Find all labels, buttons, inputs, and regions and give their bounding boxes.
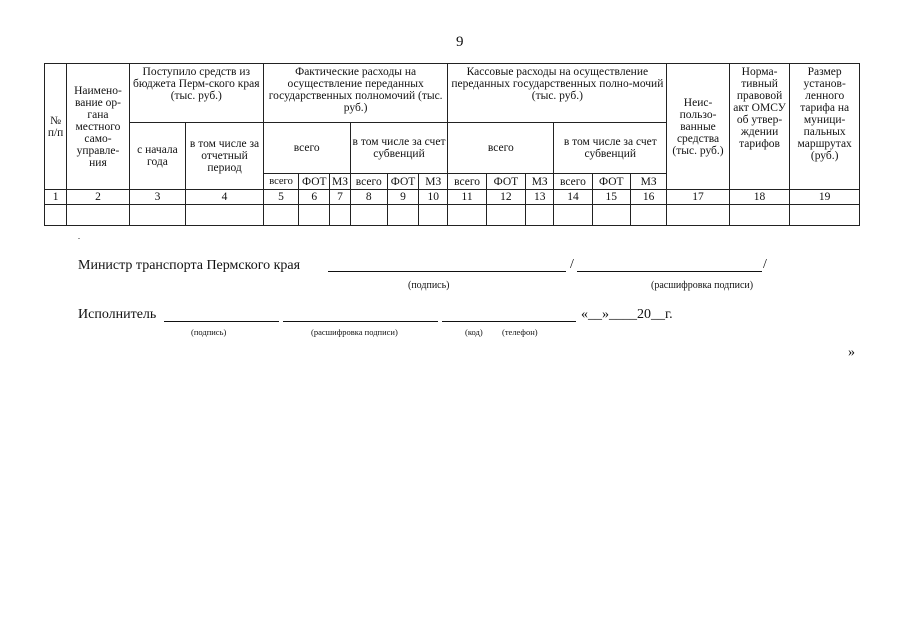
table-cell	[790, 205, 860, 226]
caption-phone: (телефон)	[502, 327, 538, 337]
column-number: 6	[299, 190, 330, 205]
table-cell	[630, 205, 666, 226]
executor-phone-line	[442, 321, 576, 322]
table-cell	[186, 205, 264, 226]
sub-label: МЗ	[419, 174, 448, 190]
slash-separator-end: /	[763, 257, 767, 272]
table-cell	[129, 205, 185, 226]
stray-mark	[78, 238, 80, 239]
column-number: 16	[630, 190, 666, 205]
column-number: 9	[387, 190, 418, 205]
header-actual-total: всего	[263, 123, 350, 174]
header-actual-expenses: Фактические расходы на осуществление переданных государственных полномочий (тыс. руб.)	[263, 64, 448, 123]
header-number: № п/п	[45, 64, 67, 190]
table-cell	[526, 205, 554, 226]
minister-signature-line	[328, 271, 566, 272]
column-number: 14	[554, 190, 592, 205]
table-cell	[448, 205, 486, 226]
sub-label: МЗ	[330, 174, 350, 190]
column-number: 1	[45, 190, 67, 205]
slash-separator: /	[570, 257, 574, 272]
page-number: 9	[456, 34, 464, 50]
header-received-from-start: с начала года	[129, 123, 185, 190]
table-cell	[330, 205, 350, 226]
column-number: 19	[790, 190, 860, 205]
table-cell	[387, 205, 418, 226]
header-cash-total: всего	[448, 123, 554, 174]
sub-label: ФОТ	[486, 174, 525, 190]
minister-label: Министр транспорта Пермского края	[78, 258, 301, 273]
table-cell	[350, 205, 387, 226]
table-cell	[299, 205, 330, 226]
header-unused-funds: Неис-пользо-ванные средства (тыс. руб.)	[667, 64, 730, 190]
sub-label: МЗ	[526, 174, 554, 190]
closing-quote: »	[848, 345, 855, 360]
table-row	[45, 205, 860, 226]
table-cell	[45, 205, 67, 226]
column-number: 7	[330, 190, 350, 205]
header-cash-subventions: в том числе за счет субвенций	[554, 123, 667, 174]
header-received-period: в том числе за отчетный период	[186, 123, 264, 190]
sub-label: всего	[350, 174, 387, 190]
column-number: 4	[186, 190, 264, 205]
sub-label: всего	[448, 174, 486, 190]
column-number: 13	[526, 190, 554, 205]
header-received-funds: Поступило средств из бюджета Перм-ского края (тыс. руб.)	[129, 64, 263, 123]
column-number: 5	[263, 190, 298, 205]
sub-label: всего	[554, 174, 592, 190]
table-cell	[419, 205, 448, 226]
column-number: 8	[350, 190, 387, 205]
column-number: 10	[419, 190, 448, 205]
column-number: 2	[67, 190, 130, 205]
sub-label: ФОТ	[592, 174, 630, 190]
expenditure-report-table	[44, 63, 860, 226]
column-number: 18	[729, 190, 790, 205]
sub-label: всего	[263, 174, 298, 190]
date-field: «__»____20__г.	[581, 307, 673, 322]
caption-code: (код)	[465, 327, 483, 337]
caption-exec-signature: (подпись)	[191, 327, 227, 337]
header-regulatory-act: Норма-тивный правовой акт ОМСУ об утвер-ждении тарифов	[729, 64, 790, 190]
minister-decode-line	[577, 271, 762, 272]
header-body-name: Наимено-вание ор-гана местного само-управле-ния	[67, 64, 130, 190]
executor-decode-line	[283, 321, 438, 322]
header-cash-expenses: Кассовые расходы на осуществление переданных государственных полно-мочий (тыс. руб.)	[448, 64, 667, 123]
column-number: 3	[129, 190, 185, 205]
sub-label: ФОТ	[387, 174, 418, 190]
sub-label: МЗ	[630, 174, 666, 190]
executor-signature-line	[164, 321, 279, 322]
column-number: 17	[667, 190, 730, 205]
sub-label: ФОТ	[299, 174, 330, 190]
executor-label: Исполнитель	[78, 307, 157, 322]
caption-exec-decode: (расшифровка подписи)	[311, 327, 398, 337]
table-cell	[554, 205, 592, 226]
table-cell	[667, 205, 730, 226]
table-cell	[486, 205, 525, 226]
column-number: 15	[592, 190, 630, 205]
table-cell	[263, 205, 298, 226]
table-cell	[67, 205, 130, 226]
column-number: 12	[486, 190, 525, 205]
header-actual-subventions: в том числе за счет субвенций	[350, 123, 448, 174]
column-number: 11	[448, 190, 486, 205]
caption-signature: (подпись)	[408, 280, 450, 291]
table-cell	[729, 205, 790, 226]
table-cell	[592, 205, 630, 226]
caption-decode: (расшифровка подписи)	[651, 280, 754, 291]
header-tariff-size: Размер установ-ленного тарифа на муници-пальных маршрутах (руб.)	[790, 64, 860, 190]
